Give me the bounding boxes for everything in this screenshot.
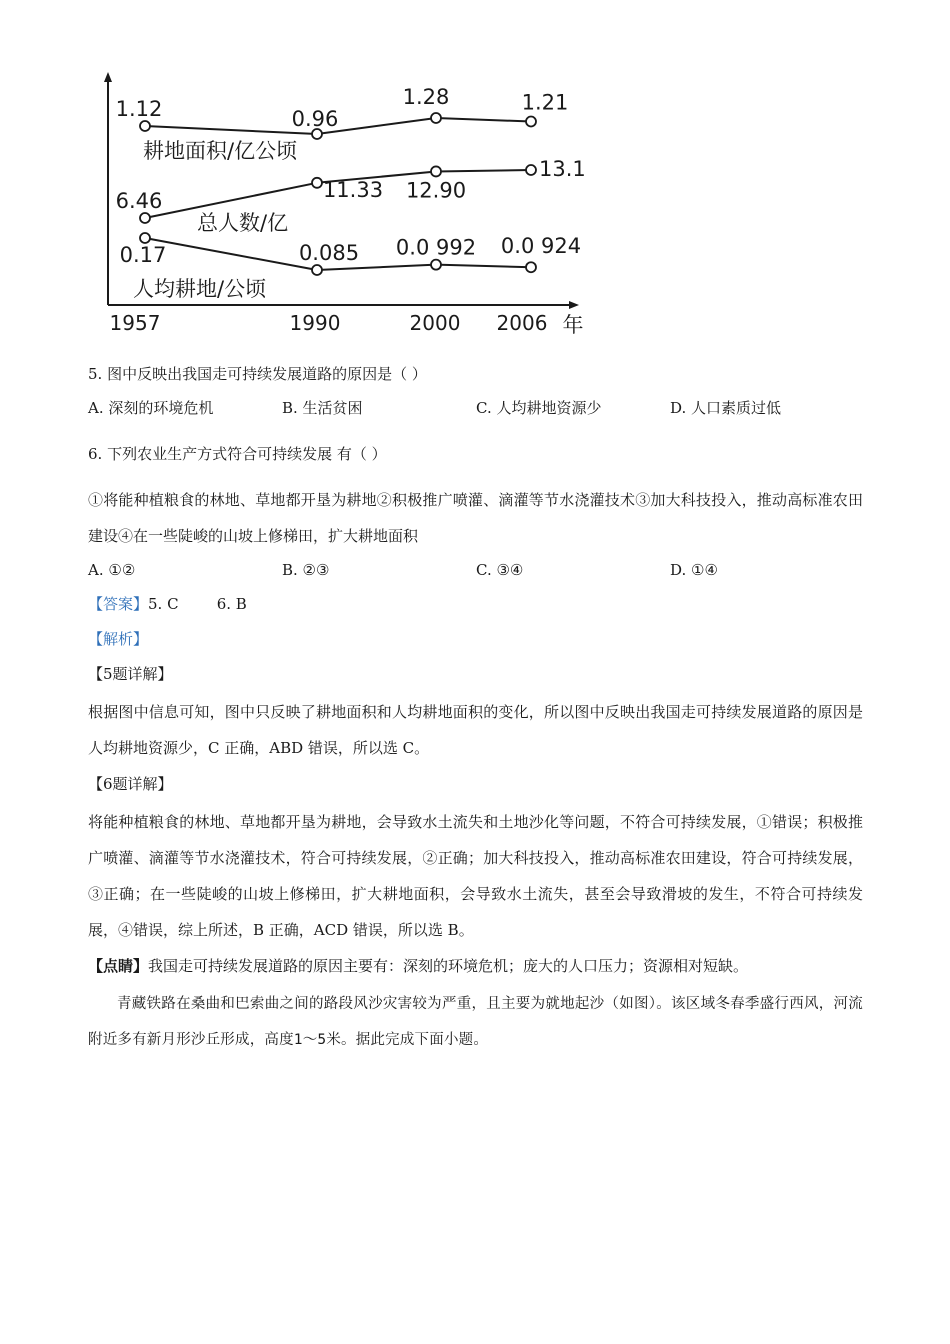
option-a: A. 深刻的环境危机 bbox=[88, 399, 214, 417]
detail-6-text: 将能种植粮食的林地、草地都开垦为耕地，会导致水土流失和土地沙化等问题，不符合可持续发展，①错误；积极推广喷灌、滴灌等节水浇灌技术，符合可持续发展，②正确；加大科技投入，推动高标准农田建设，符合可持续发展，③正确；在一些陡峻的山坡上修梯田，扩大耕地面积，会导致水土流失，甚至会导致滑坡的发生，不符合可持续发展，④错误，综上所述，B 正确，ACD 错误，所以选 B。 bbox=[88, 813, 863, 939]
comment-tag: 【点睛】 bbox=[88, 957, 149, 975]
series-line-segment bbox=[436, 265, 531, 268]
reading-passage: 青藏铁路在桑曲和巴索曲之间的路段风沙灾害较为严重，且主要为就地起沙（如图）。该区域冬春季盛行西风，河流附近多有新月形沙丘形成，高度1～5米。据此完成下面小题。 bbox=[88, 996, 863, 1048]
analysis-tag: 【解析】 bbox=[88, 630, 149, 648]
option-b: B. ②③ bbox=[282, 561, 330, 579]
x-axis-arrow bbox=[569, 301, 579, 309]
data-point bbox=[526, 165, 536, 175]
answer-line bbox=[88, 590, 863, 618]
series-line-segment bbox=[145, 238, 317, 270]
option-c: C. 人均耕地资源少 bbox=[476, 399, 602, 417]
data-point bbox=[431, 166, 441, 176]
x-tick-label: 2000 bbox=[409, 311, 461, 335]
detail-6-tag: 【6题详解】 bbox=[88, 775, 173, 793]
x-axis-unit: 年 bbox=[562, 313, 584, 337]
data-point bbox=[312, 265, 322, 275]
data-point bbox=[140, 213, 150, 223]
series-line-segment bbox=[317, 265, 436, 270]
option-c: C. ③④ bbox=[476, 561, 524, 579]
answer-tag: 【答案】 bbox=[88, 595, 149, 613]
data-label: 13.1 bbox=[539, 157, 586, 181]
detail-5-text: 根据图中信息可知，图中只反映了耕地面积和人均耕地面积的变化，所以图中反映出我国走可持续发展道路的原因是人均耕地资源少，C 正确，ABD 错误，所以选 C。 bbox=[88, 703, 863, 757]
comment-line bbox=[88, 952, 863, 980]
data-label: 1.12 bbox=[115, 97, 163, 121]
data-label: 12.90 bbox=[405, 178, 467, 203]
series-name-population: 总人数/亿 bbox=[197, 211, 289, 235]
data-point bbox=[431, 260, 441, 270]
data-label: 1.28 bbox=[402, 85, 450, 109]
question-6-stem: 6. 下列农业生产方式符合可持续发展 有（ ） bbox=[88, 445, 387, 463]
data-point bbox=[140, 233, 150, 243]
question-6-body: ①将能种植粮食的林地、草地都开垦为耕地②积极推广喷灌、滴灌等节水浇灌技术③加大科技投入，推动高标准农田建设④在一些陡峻的山坡上修梯田，扩大耕地面积 bbox=[88, 491, 863, 545]
data-label: 11.33 bbox=[322, 177, 384, 202]
data-point bbox=[312, 178, 322, 188]
line-chart bbox=[95, 70, 605, 345]
data-point bbox=[526, 117, 536, 127]
x-tick-label: 1957 bbox=[109, 311, 161, 335]
option-a: A. ①② bbox=[88, 561, 136, 579]
answer-text: 5. C 6. B bbox=[148, 595, 247, 613]
data-label: 1.21 bbox=[521, 90, 569, 115]
data-label: 0.085 bbox=[298, 241, 360, 265]
series-name-per-capita: 人均耕地/公顷 bbox=[133, 277, 267, 301]
series-name-farmland: 耕地面积/亿公顷 bbox=[143, 139, 298, 163]
question-5-options bbox=[88, 394, 863, 422]
x-tick-label: 1990 bbox=[289, 311, 341, 335]
option-d: D. ①④ bbox=[670, 561, 718, 579]
data-label: 0.0 992 bbox=[395, 235, 477, 260]
data-point bbox=[140, 121, 150, 131]
option-d: D. 人口素质过低 bbox=[670, 399, 782, 417]
y-axis-arrow bbox=[104, 72, 112, 82]
data-label: 0.0 924 bbox=[500, 234, 582, 259]
x-tick-label: 2006 bbox=[496, 311, 548, 335]
data-point bbox=[431, 113, 441, 123]
data-label: 6.46 bbox=[115, 189, 163, 213]
data-label: 0.96 bbox=[291, 107, 339, 131]
detail-5-tag: 【5题详解】 bbox=[88, 665, 173, 683]
comment-text: 我国走可持续发展道路的原因主要有：深刻的环境危机；庞大的人口压力；资源相对短缺。 bbox=[148, 957, 749, 975]
option-b: B. 生活贫困 bbox=[282, 399, 363, 417]
question-6-options bbox=[88, 556, 863, 584]
series-line-segment bbox=[436, 170, 531, 171]
question-5-stem: 5. 图中反映出我国走可持续发展道路的原因是（ ） bbox=[88, 365, 427, 383]
data-label: 0.17 bbox=[119, 243, 167, 267]
series-line-segment bbox=[436, 118, 531, 122]
data-point bbox=[526, 262, 536, 272]
